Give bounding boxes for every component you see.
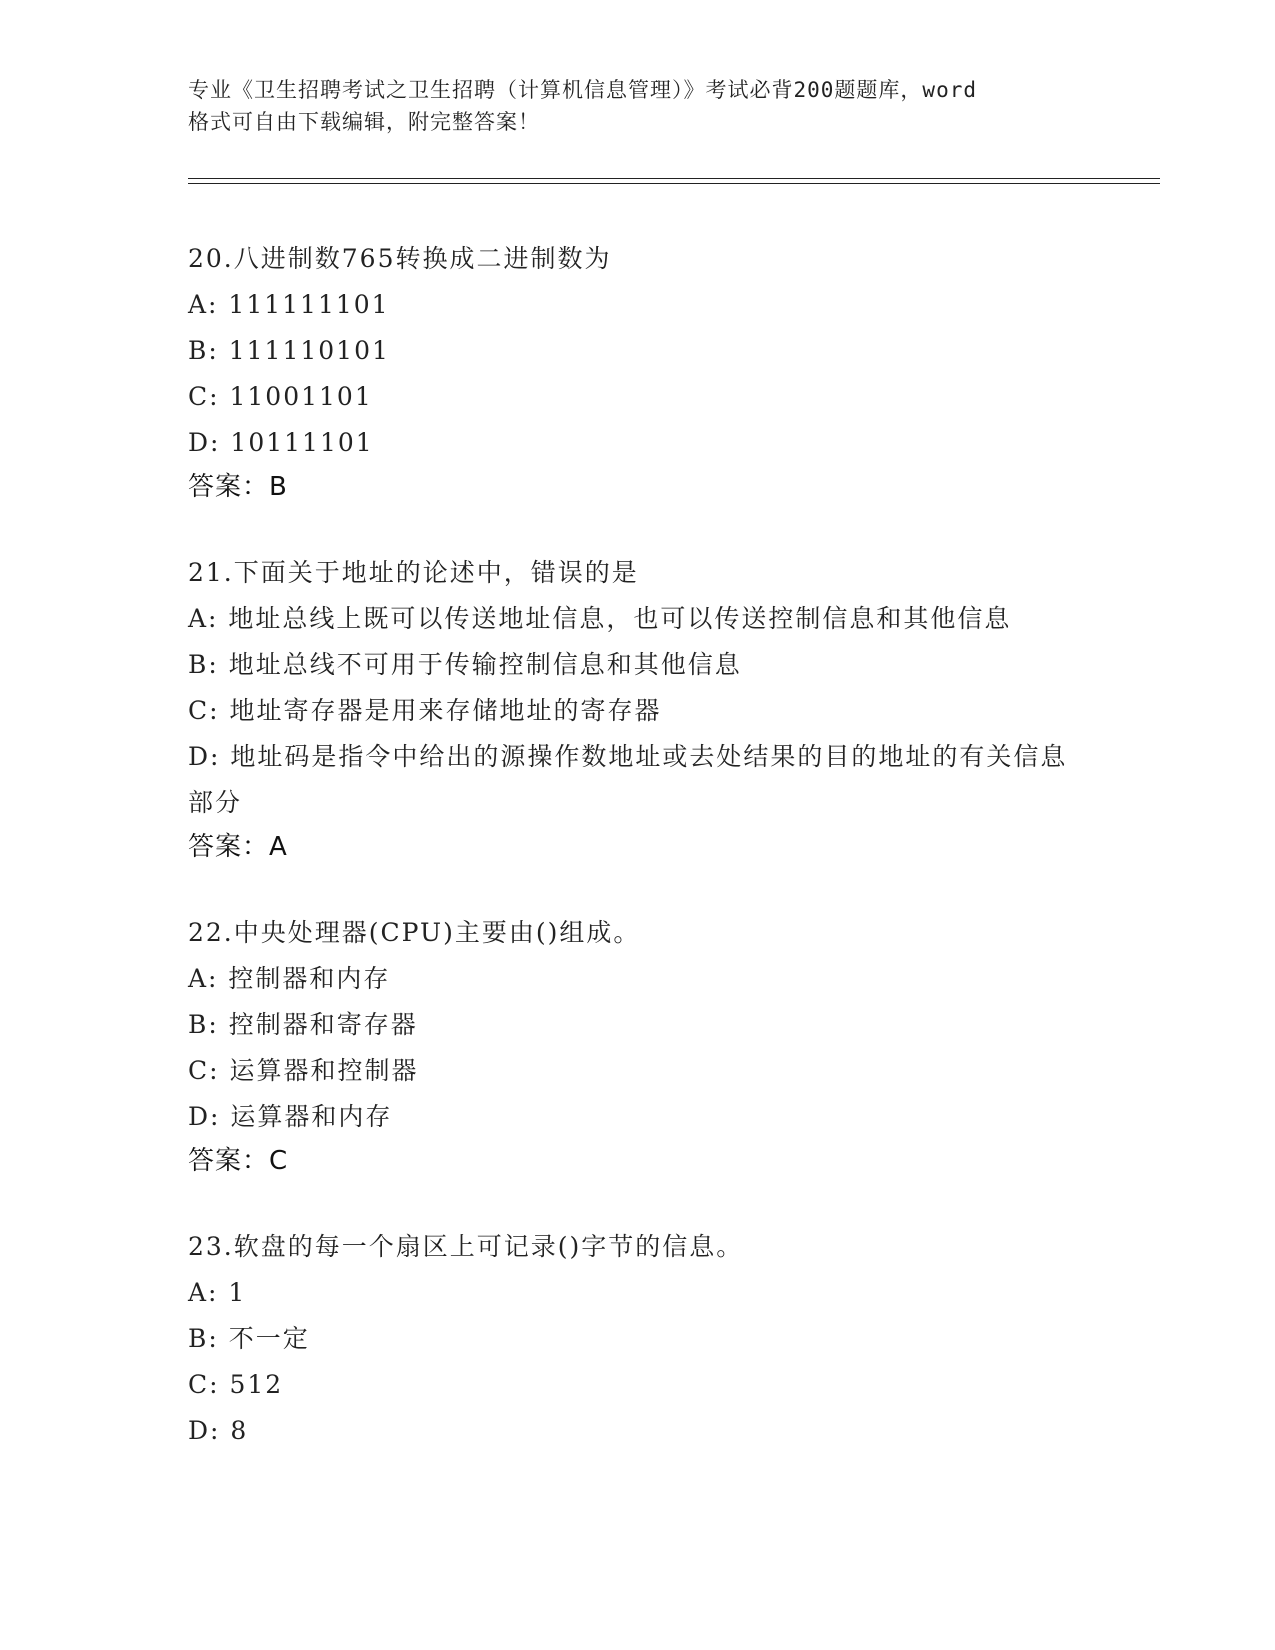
question-20	[188, 236, 1088, 508]
option-b: B: 地址总线不可用于传输控制信息和其他信息	[188, 650, 742, 679]
option-a: A: 控制器和内存	[188, 964, 391, 993]
answer-label: 答案：B	[188, 472, 288, 502]
option-d: D: 运算器和内存	[188, 1102, 393, 1131]
question-title: 20.八进制数765转换成二进制数为	[188, 244, 612, 273]
header-divider-top	[188, 178, 1160, 179]
option-d: D: 8	[188, 1416, 249, 1445]
question-21	[188, 550, 1088, 868]
header-line-2: 格式可自由下载编辑，附完整答案！	[188, 110, 540, 134]
option-a: A: 111111101	[188, 290, 390, 319]
answer-label: 答案：A	[188, 832, 288, 862]
question-23	[188, 1224, 1088, 1454]
option-c: C: 11001101	[188, 382, 373, 411]
option-d: D: 地址码是指令中给出的源操作数地址或去处结果的目的地址的有关信息部分	[188, 742, 1068, 817]
header-divider-bottom	[188, 183, 1160, 184]
option-d: D: 10111101	[188, 428, 374, 457]
option-c: C: 运算器和控制器	[188, 1056, 419, 1085]
document-header	[188, 74, 1088, 138]
option-a: A: 地址总线上既可以传送地址信息，也可以传送控制信息和其他信息	[188, 604, 1012, 633]
option-b: B: 不一定	[188, 1324, 310, 1353]
option-c: C: 512	[188, 1370, 284, 1399]
option-b: B: 控制器和寄存器	[188, 1010, 418, 1039]
option-a: A: 1	[188, 1278, 247, 1307]
question-list	[188, 236, 1088, 1454]
question-title: 21.下面关于地址的论述中，错误的是	[188, 558, 639, 587]
header-line-1: 专业《卫生招聘考试之卫生招聘（计算机信息管理）》考试必背200题题库，word	[188, 78, 977, 102]
question-title: 22.中央处理器(CPU)主要由()组成。	[188, 918, 641, 947]
question-22	[188, 910, 1088, 1182]
option-b: B: 111110101	[188, 336, 390, 365]
question-title: 23.软盘的每一个扇区上可记录()字节的信息。	[188, 1232, 744, 1261]
answer-label: 答案：C	[188, 1146, 289, 1176]
option-c: C: 地址寄存器是用来存储地址的寄存器	[188, 696, 662, 725]
